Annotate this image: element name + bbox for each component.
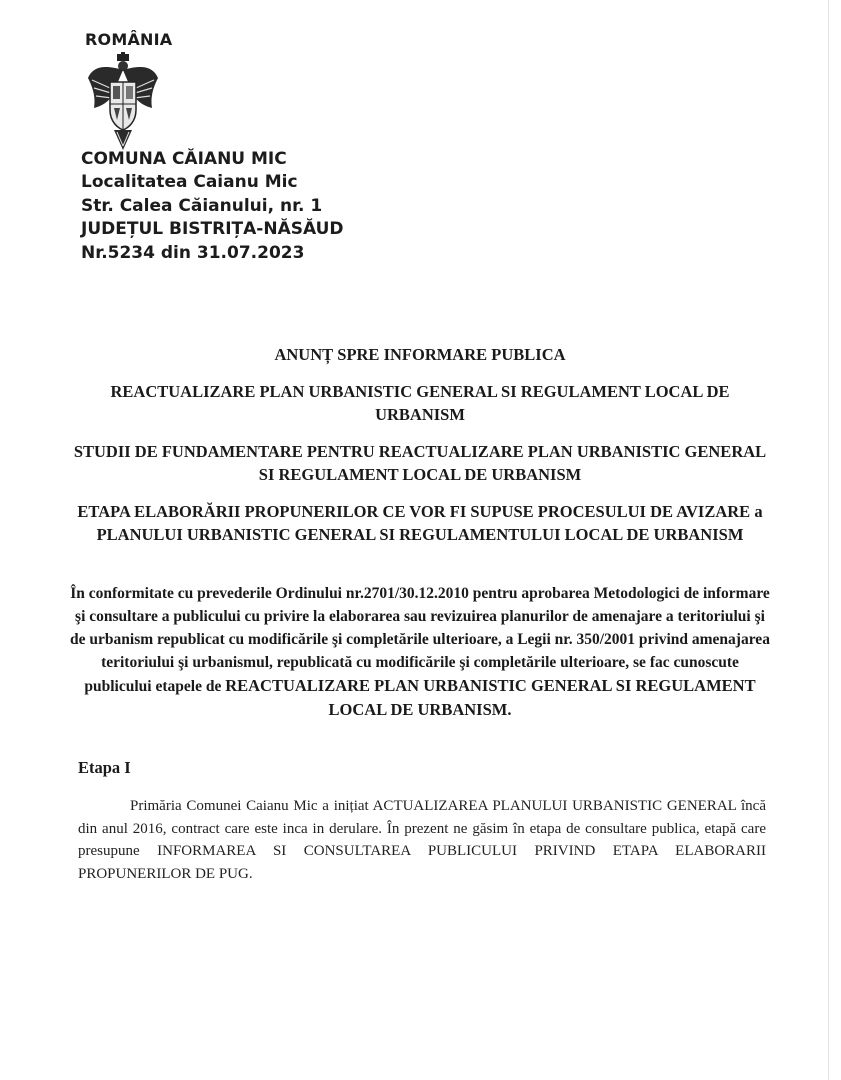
letterhead [81, 30, 411, 263]
legal-intro-text: În conformitate cu prevederile Ordinului nr.2701/30.12.2010 pentru aprobarea Metodologici de informare şi consultare a publicului cu privire la elaborarea sau revizuirea planurilor de amenajare a teritoriului şi de urbanism republicat cu modificările şi completările ulterioare, a Legii nr. 350/2001 privind amenajarea teritoriului şi urbanismul, republicată cu modificările şi completările ulterioare, se fac cunoscute publicului etapele de [70, 585, 770, 695]
romania-coat-of-arms-icon [84, 52, 162, 152]
country-name: ROMÂNIA [85, 30, 173, 49]
studies-title: STUDII DE FUNDAMENTARE PENTRU REACTUALIZARE PLAN URBANISTIC GENERAL SI REGULAMENT LOCAL DE URBANISM [73, 442, 767, 484]
legal-intro-caps: REACTUALIZARE PLAN URBANISTIC GENERAL SI REGULAMENT LOCAL DE URBANISM. [225, 676, 756, 719]
stage-paragraph: Primăria Comunei Caianu Mic a inițiat ACTUALIZAREA PLANULUI URBANISTIC GENERAL încă din anul 2016, contract care este inca in derulare. În prezent ne găsim în etapa de consultare publica, etapă care presupune INFORMAREA SI CONSULTAREA PUBLICULUI PRIVIND ETAPA ELABORARII PROPUNERILOR DE PUG. [78, 798, 766, 882]
county: JUDEȚUL BISTRIȚA-NĂSĂUD [81, 219, 344, 240]
street-address: Str. Calea Căianului, nr. 1 [81, 195, 323, 216]
locality: Localitatea Caianu Mic [81, 172, 298, 193]
plan-title: REACTUALIZARE PLAN URBANISTIC GENERAL SI REGULAMENT LOCAL DE URBANISM [110, 382, 730, 424]
legal-intro [70, 582, 770, 722]
announcement-title: ANUNȚ SPRE INFORMARE PUBLICA [274, 345, 566, 364]
scan-edge-line [828, 0, 829, 1080]
stage-heading: Etapa I [78, 758, 131, 777]
stage-title: ETAPA ELABORĂRII PROPUNERILOR CE VOR FI SUPUSE PROCESULUI DE AVIZARE a PLANULUI URBANISTIC GENERAL SI REGULAMENTULUI LOCAL DE URBANISM [77, 502, 763, 544]
letterhead-lines [81, 148, 411, 265]
registration-number: Nr.5234 din 31.07.2023 [81, 242, 305, 263]
commune-name: COMUNA CĂIANU MIC [81, 149, 287, 169]
